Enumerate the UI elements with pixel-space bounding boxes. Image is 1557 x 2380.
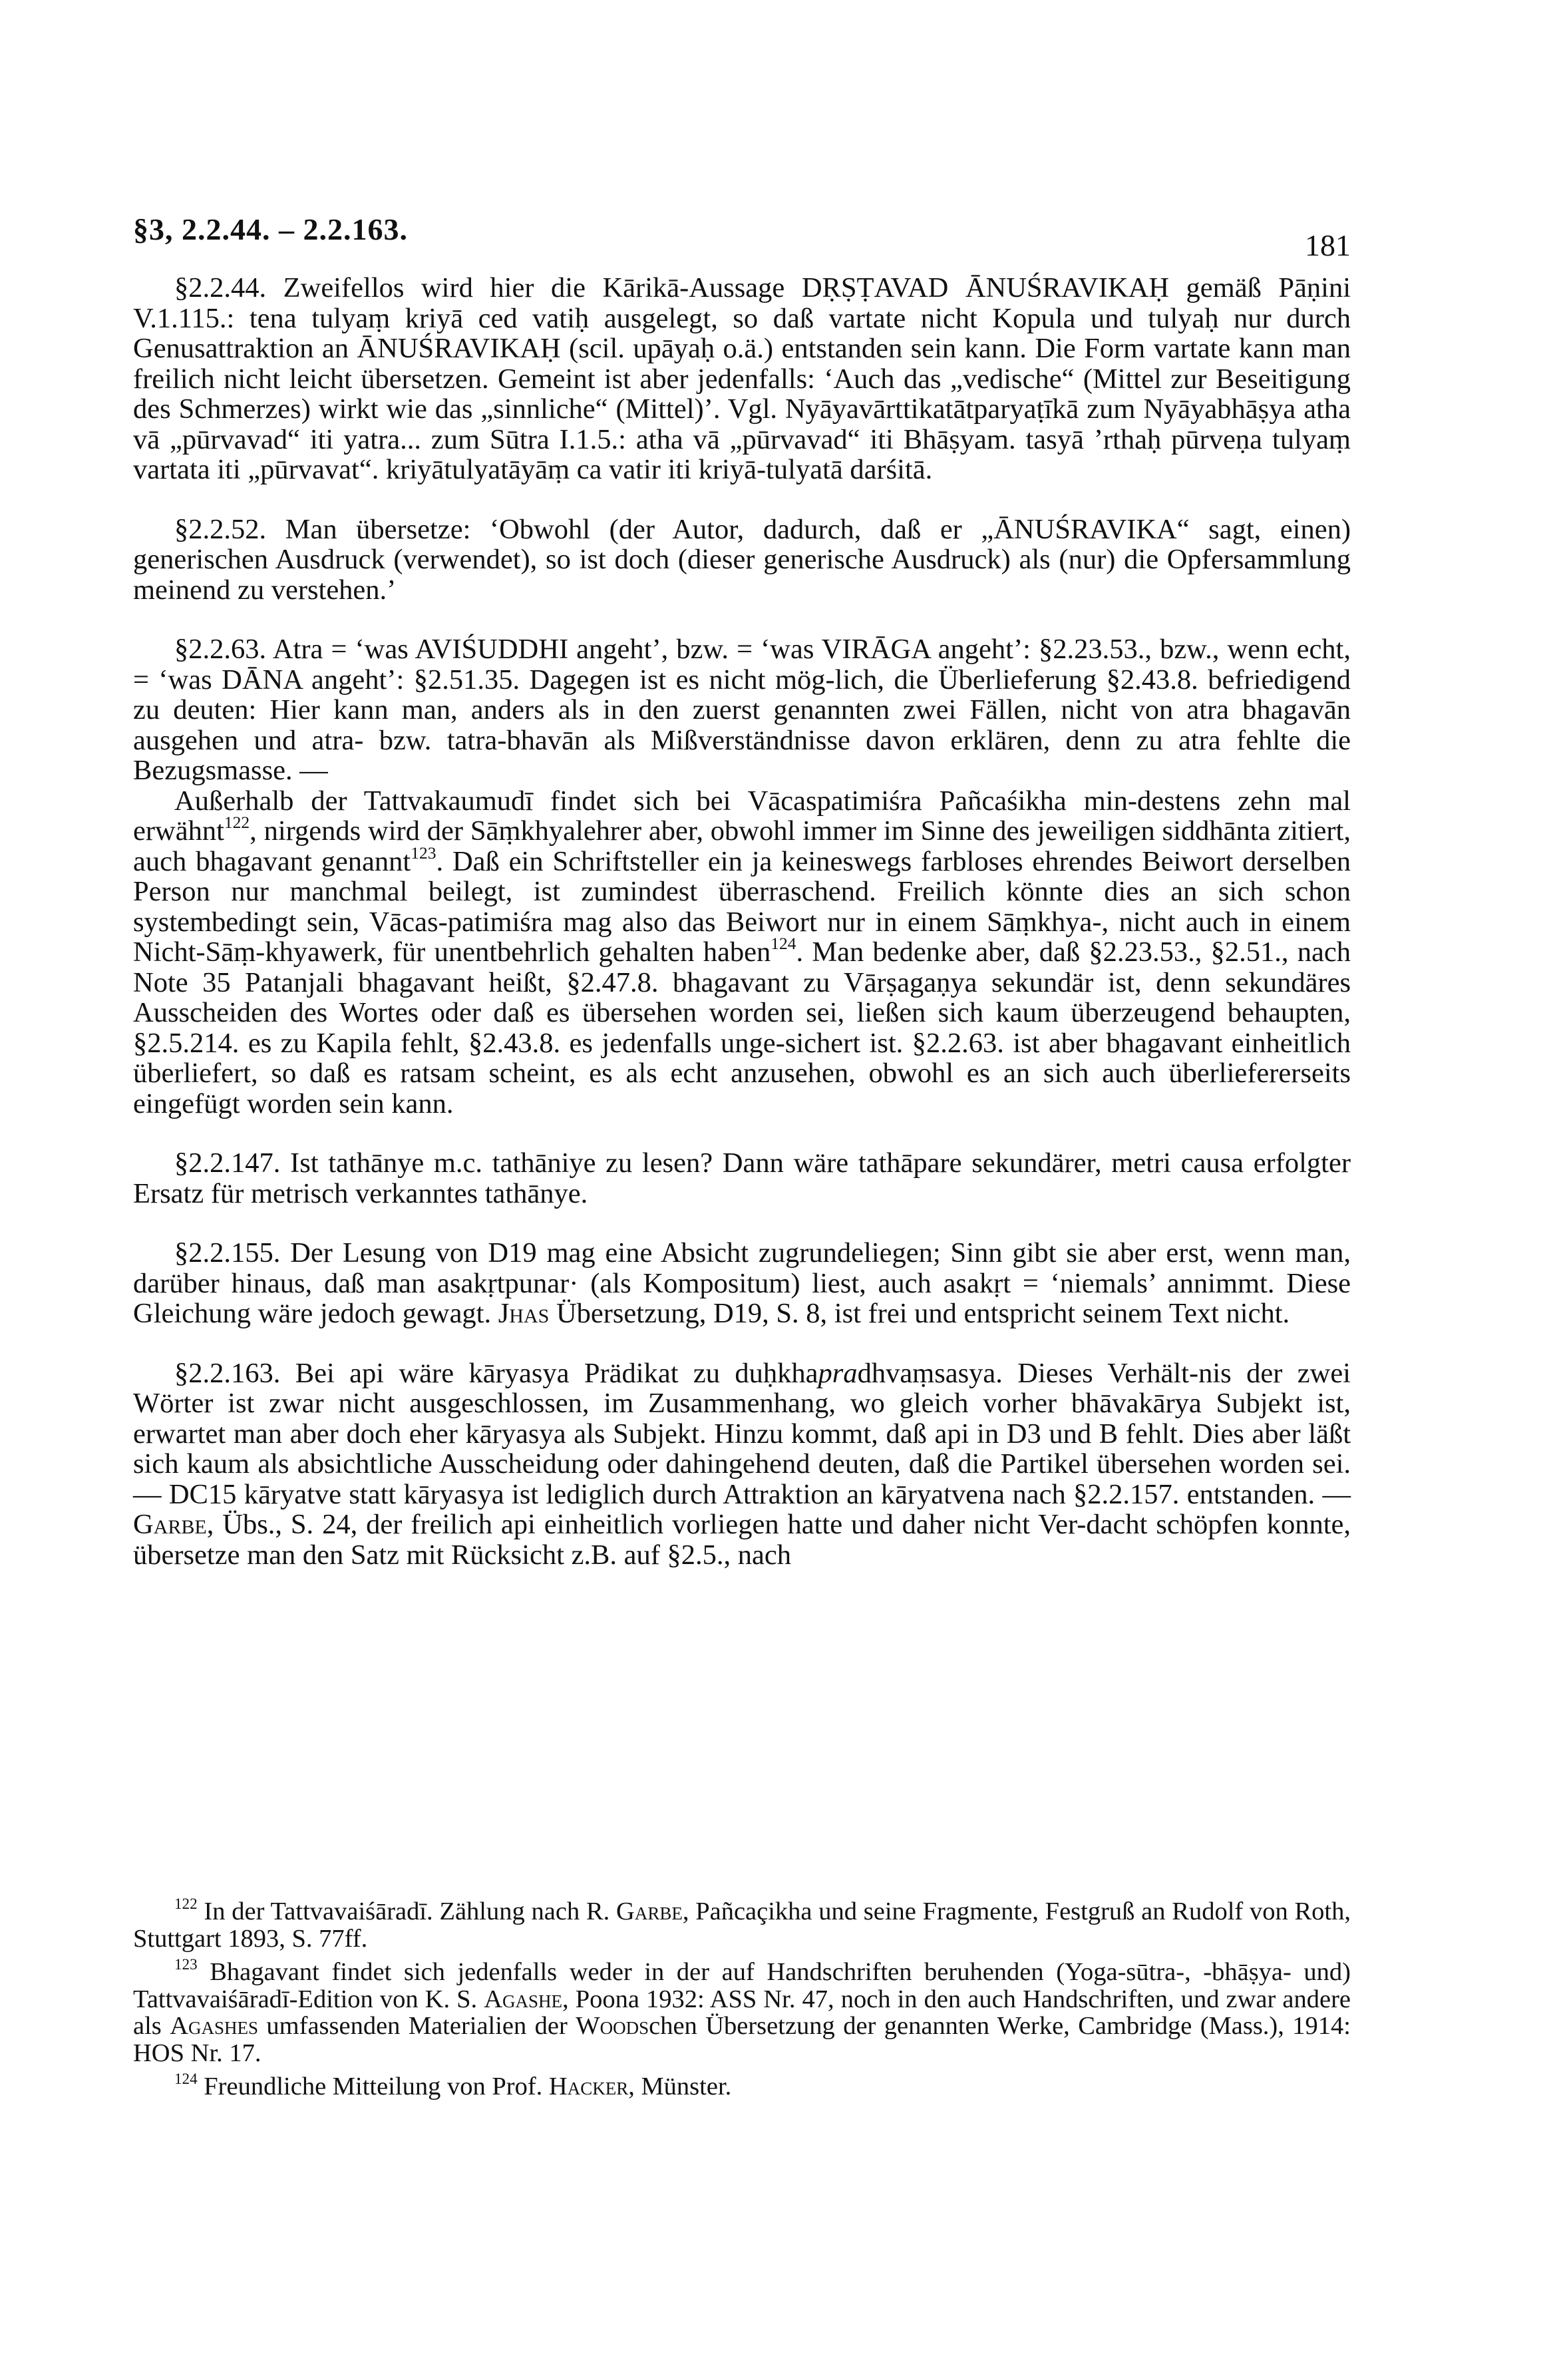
running-head: §3, 2.2.44. – 2.2.163. [133,212,408,246]
author-name-jha: Jhas [498,1298,550,1329]
page-number: 181 [1305,228,1351,262]
footnote-124 [133,2069,1351,2100]
footnote-text-c: umfassenden Materialien der [258,2012,576,2040]
author-name-agashes: Agashes [170,2012,259,2040]
paragraph-text-d: . Man bedenke aber, daß §2.23.53., §2.51., nach Note 35 Patanjali bhagavant heißt, §2.47.8. bhagavant zu Vārṣagaṇya sekundär ist, denn sekundäres Ausscheiden des Wortes oder daß es übersehen worden sei, ließen sich kaum überzeugend behaupten, §2.5.214. es zu Kapila fehlt, §2.43.8. es jedenfalls unge-sichert ist. §2.2.63. ist aber bhagavant einheitlich überliefert, so daß es ratsam scheint, es als echt anzusehen, obwohl es an sich auch überliefererseits eingefügt worden sein kann. [133,936,1351,1119]
footnote-text-b: , Münster. [628,2073,732,2100]
footnote-number: 123 [174,1955,198,1973]
author-name-woods: Woods [576,2012,649,2040]
footnote-number: 124 [174,2069,198,2087]
paragraph-2-2-63: §2.2.63. Atra = ‘was AVIŚUDDHI angeht’, bzw. = ‘was VIRĀGA angeht’: §2.23.53., bzw., wenn echt, = ‘was DĀNA angeht’: §2.51.35. Dagegen ist es nicht mög-lich, die Überlieferung §2.43.8. befriedigend zu deuten: Hier kann man, anders als in den zuerst genannten zwei Fällen, nicht von atra bhagavān ausgehen und atra- bzw. tatra-bhavān als Mißverständnisse davon erklären, denn zu atra fehlte die Bezugsmasse. — [133,634,1351,786]
author-name-hacker: Hacker [548,2073,629,2100]
footnote-text-a: Freundliche Mitteilung von Prof. [197,2073,549,2100]
paragraph-text-b: Übersetzung, D19, S. 8, ist frei und entspricht seinem Text nicht. [549,1298,1290,1329]
paragraph-2-2-44: §2.2.44. Zweifellos wird hier die Kārikā-Aussage DṚṢṬAVAD ĀNUŚRAVIKAḤ gemäß Pāṇini V.1.115.: tena tulyaṃ kriyā ced vatiḥ ausgelegt, so daß vartate nicht Kopula und tulyaḥ nur durch Genusattraktion an ĀNUŚRAVIKAḤ (scil. upāyaḥ o.ä.) entstanden sein kann. Die Form vartate kann man freilich nicht leicht übersetzen. Gemeint ist aber jedenfalls: ‘Auch das „vedische“ (Mittel zur Beseitigung des Schmerzes) wirkt wie das „sinnliche“ (Mittel)’. Vgl. Nyāyavārttikatātparyaṭīkā zum Nyāyabhāṣya atha vā „pūrvavad“ iti yatra... zum Sūtra I.1.5.: atha vā „pūrvavad“ iti Bhāṣyam. tasyā ’rthaḥ pūrveṇa tulyaṃ vartata iti „pūrvavat“. kriyātulyatāyāṃ ca vatir iti kriyā-tulyatā darśitā. [133,272,1351,485]
author-name-agashe: Agashe [484,1985,563,2013]
paragraph-tattvakaumudi [133,786,1351,1119]
paragraph-2-2-163 [133,1358,1351,1571]
footnote-text-a: In der Tattvavaiśāradī. Zählung nach R. [197,1897,617,1925]
paragraph-text-c: , Übs., S. 24, der freilich api einheitlich vorliegen hatte und daher nicht Ver-dacht schöpfen konnte, übersetze man den Satz mit Rücksicht z.B. auf §2.5., nach [133,1509,1351,1571]
paragraph-2-2-52: §2.2.52. Man übersetze: ‘Obwohl (der Autor, dadurch, daß er „ĀNUŚRAVIKA“ sagt, einen) generischen Ausdruck (verwendet), so ist doch (dieser generische Ausdruck) als (nur) die Opfersammlung meinend zu verstehen.’ [133,513,1351,606]
footnote-text-b: , Poona 1932: ASS Nr. 47, noch in den auch Handschriften, und zwar andere als [133,1985,1351,2040]
paragraph-text-a: §2.2.163. Bei api wäre kāryasya Prädikat zu duḥkha [174,1357,818,1389]
footnote-text-b: , Pañcaçikha und seine Fragmente, Festgruß an Rudolf von Roth, Stuttgart 1893, S. 77ff. [133,1897,1351,1953]
main-text [133,273,1351,1570]
italic-pra: pra [818,1357,858,1389]
footnote-122 [133,1894,1351,1953]
footnote-ref-124[interactable]: 124 [771,934,796,954]
paragraph-2-2-155 [133,1238,1351,1329]
paragraph-text-c: . Daß ein Schriftsteller ein ja keineswegs farbloses ehrendes Beiwort derselben Person nur manchmal beilegt, ist zumindest überraschend. Freilich könnte dies an sich schon systembedingt sein, Vācas-patimiśra mag also das Beiwort nur in einem Sāṃkhya-, nicht auch in einem Nicht-Sāṃ-khyawerk, für unentbehrlich gehalten haben [133,845,1351,968]
footnote-ref-123[interactable]: 123 [411,843,436,863]
page-header [133,212,1351,272]
footnote-number: 122 [174,1894,198,1912]
footnote-text-a: Bhagavant findet sich jedenfalls weder in der auf Handschriften beruhenden (Yoga-sūtra-, -bhāṣya- und) Tattvavaiśāradī-Edition von K. S. [133,1958,1351,2013]
paragraph-text-b: dhvaṃsasya. Dieses Verhält-nis der zwei Wörter ist zwar nicht ausgeschlossen, im Zusammenhang, wo gleich vorher bhāvakārya Subjekt ist, erwartet man aber doch eher kāryasya als Subjekt. Hinzu kommt, daß api in D3 und B fehlt. Dies aber läßt sich kaum als absichtliche Ausscheidung oder dahingehend deuten, daß die Partikel übersehen worden sei. — DC15 kāryatve statt kāryasya ist lediglich durch Attraktion an kāryatvena nach §2.2.157. entstanden. — [133,1357,1351,1510]
paragraph-text-a: Außerhalb der Tattvakaumudī findet sich bei Vācaspatimiśra Pañcaśikha min-destens zehn mal erwähnt [133,785,1351,847]
author-name-garbe: Garbe [616,1897,683,1925]
paragraph-text-b: , nirgends wird der Sāṃkhyalehrer aber, obwohl immer im Sinne des jeweiligen siddhānta zitiert, auch bhagavant genannt [133,815,1351,877]
footnotes [133,1894,1351,2100]
author-name-garbe: Garbe [133,1509,207,1540]
paragraph-2-2-147: §2.2.147. Ist tathānye m.c. tathāniye zu lesen? Dann wäre tathāpare sekundärer, metri causa erfolgter Ersatz für metrisch verkanntes tathānye. [133,1147,1351,1209]
paragraph-text-a: §2.2.155. Der Lesung von D19 mag eine Absicht zugrundeliegen; Sinn gibt sie aber erst, wenn man, darüber hinaus, daß man asakṛtpunar· (als Kompositum) liest, auch asakṛt = ‘niemals’ annimmt. Diese Gleichung wäre jedoch gewagt. [133,1237,1351,1329]
footnote-text-d: chen Übersetzung der genannten Werke, Cambridge (Mass.), 1914: HOS Nr. 17. [133,2012,1351,2067]
footnote-ref-122[interactable]: 122 [224,813,250,833]
footnote-123 [133,1955,1351,2067]
